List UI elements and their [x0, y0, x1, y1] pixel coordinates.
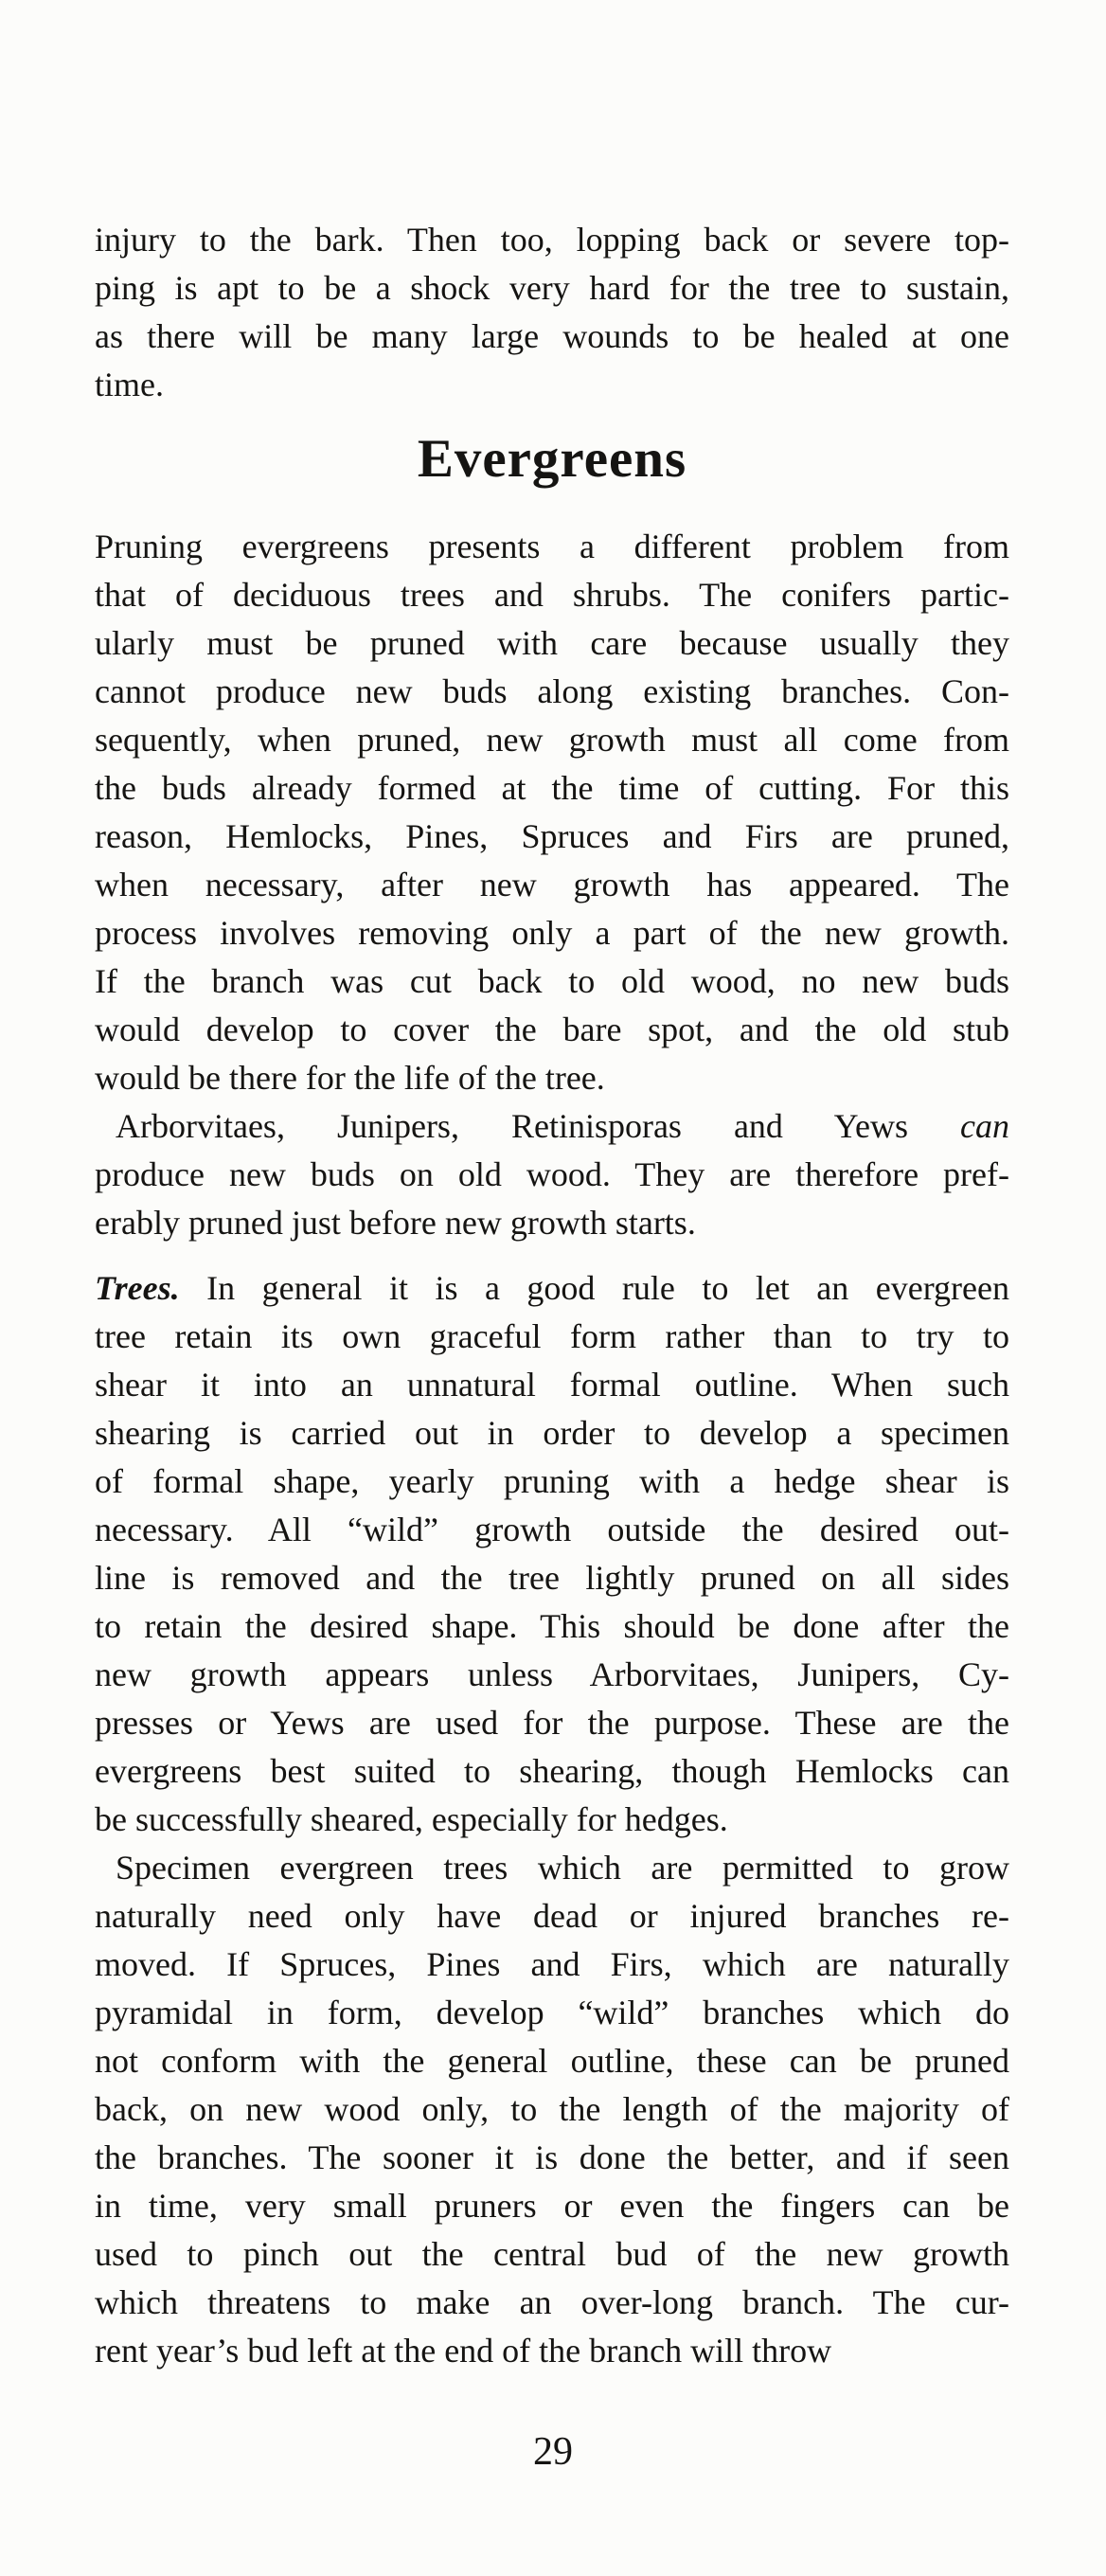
text-line: time.	[95, 366, 164, 403]
text-line: as there will be many large wounds to be healed at one	[95, 317, 1009, 355]
text-line: injury to the bark. Then too, lopping back or severe top-	[95, 221, 1009, 259]
text-line: ping is apt to be a shock very hard for the tree to sustain,	[95, 269, 1009, 307]
text-line: naturally need only have dead or injured branches re-	[95, 1897, 1009, 1935]
text-line: moved. If Spruces, Pines and Firs, which are naturally	[95, 1945, 1009, 1983]
text-line: would develop to cover the bare spot, and the old stub	[95, 1011, 1009, 1048]
text-line: which threatens to make an over-long branch. The cur-	[95, 2283, 1009, 2321]
text-line: presses or Yews are used for the purpose. These are the	[95, 1704, 1009, 1742]
text-line: shearing is carried out in order to develop a specimen	[95, 1414, 1009, 1452]
text-line: produce new buds on old wood. They are therefore pref-	[95, 1155, 1009, 1193]
text-line: ularly must be pruned with care because usually they	[95, 624, 1009, 662]
text-line: of formal shape, yearly pruning with a hedge shear is	[95, 1462, 1009, 1500]
text-line: pyramidal in form, develop “wild” branches which do	[95, 1994, 1009, 2031]
section-heading: Evergreens	[417, 429, 687, 489]
text-line: shear it into an unnatural formal outline. When such	[95, 1366, 1009, 1404]
text-line: that of deciduous trees and shrubs. The conifers partic-	[95, 576, 1009, 614]
text-line: not conform with the general outline, these can be pruned	[95, 2042, 1009, 2080]
paragraph-trees	[95, 1264, 1009, 1844]
text-line: the branches. The sooner it is done the better, and if seen	[95, 2138, 1009, 2176]
paragraph-arborvitaes	[95, 1102, 1009, 1247]
text-segment: Arborvitaes, Junipers, Retinisporas and Yews	[116, 1107, 961, 1145]
text-segment: In general it is a good rule to let an evergreen	[179, 1269, 1009, 1307]
text-line: line is removed and the tree lightly pruned on all sides	[95, 1559, 1009, 1597]
text-line: Specimen evergreen trees which are permitted to grow	[116, 1849, 1009, 1887]
text-line: tree retain its own graceful form rather than to try to	[95, 1317, 1009, 1355]
text-line: to retain the desired shape. This should be done after the	[95, 1607, 1009, 1645]
page-number: 29	[533, 2430, 573, 2474]
text-line	[95, 1264, 1009, 1313]
text-line: be successfully sheared, especially for hedges.	[95, 1800, 728, 1838]
paragraph-pruning	[95, 523, 1009, 1102]
italic-word: can	[960, 1107, 1009, 1145]
text-line: If the branch was cut back to old wood, no new buds	[95, 962, 1009, 1000]
text-line	[95, 1102, 1009, 1151]
text-line: when necessary, after new growth has appeared. The	[95, 866, 1009, 903]
text-line: necessary. All “wild” growth outside the desired out-	[95, 1511, 1009, 1548]
text-line: back, on new wood only, to the length of the majority of	[95, 2090, 1009, 2128]
text-line: rent year’s bud left at the end of the branch will throw	[95, 2332, 832, 2370]
body-text	[95, 216, 1009, 2375]
text-line: reason, Hemlocks, Pines, Spruces and Firs are pruned,	[95, 817, 1009, 855]
text-line: in time, very small pruners or even the fingers can be	[95, 2187, 1009, 2225]
text-line: process involves removing only a part of the new growth.	[95, 914, 1009, 952]
text-line: cannot produce new buds along existing branches. Con-	[95, 672, 1009, 710]
text-line: sequently, when pruned, new growth must all come from	[95, 721, 1009, 759]
text-line: evergreens best suited to shearing, though Hemlocks can	[95, 1752, 1009, 1790]
paragraph-specimen	[95, 1844, 1009, 2375]
text-line: used to pinch out the central bud of the new growth	[95, 2235, 1009, 2273]
text-line: new growth appears unless Arborvitaes, Junipers, Cy-	[95, 1655, 1009, 1693]
text-line: Pruning evergreens presents a different problem from	[95, 528, 1009, 565]
trees-lead: Trees.	[95, 1269, 180, 1307]
text-line: the buds already formed at the time of cutting. For this	[95, 769, 1009, 807]
text-line: erably pruned just before new growth starts.	[95, 1204, 696, 1242]
text-line: would be there for the life of the tree.	[95, 1059, 605, 1097]
paragraph-intro	[95, 216, 1009, 409]
